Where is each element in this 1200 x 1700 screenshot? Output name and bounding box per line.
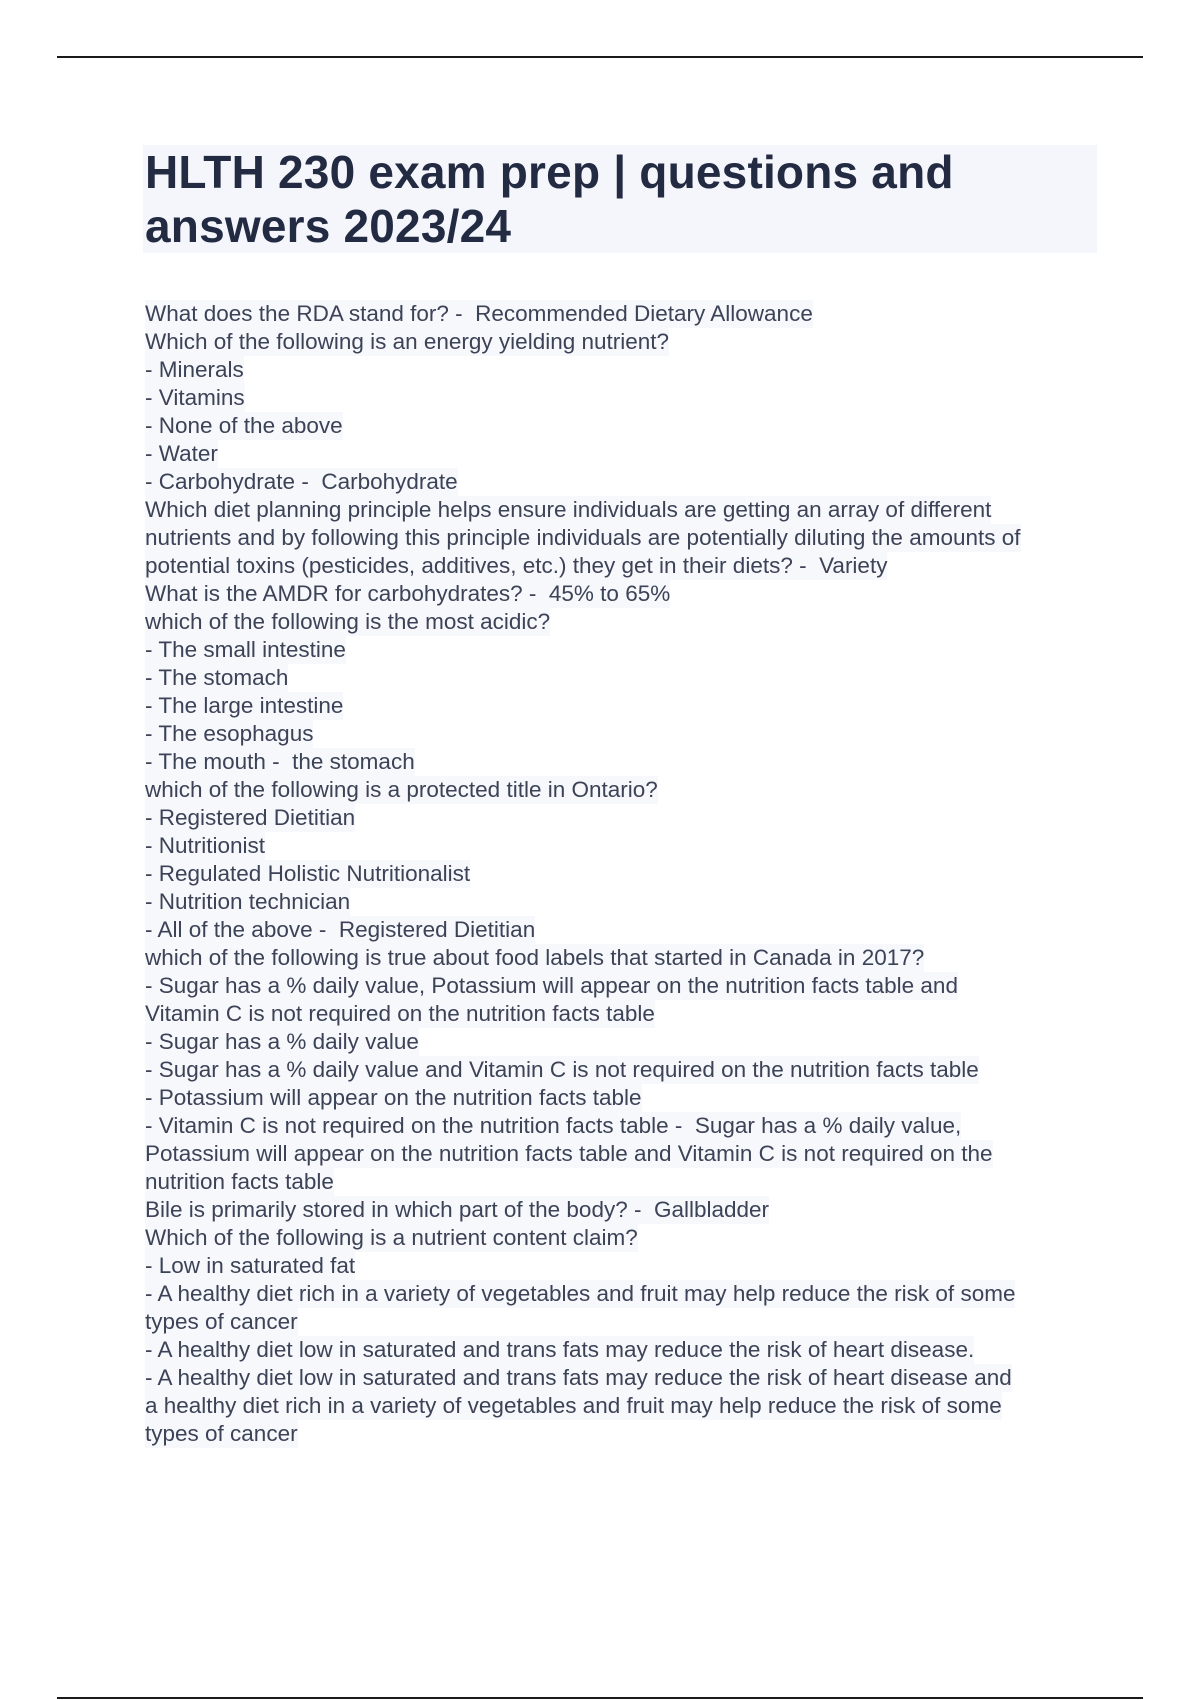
text-line: which of the following is a protected title in Ontario?: [145, 777, 658, 802]
text-line: - Regulated Holistic Nutritionalist: [145, 861, 471, 886]
text-line: which of the following is the most acidic?: [145, 609, 551, 634]
qa-content: [145, 300, 1095, 1448]
text-line: - All of the above - Registered Dietitian: [145, 917, 536, 942]
text-line: - Carbohydrate - Carbohydrate: [145, 469, 458, 494]
text-line: - Sugar has a % daily value, Potassium will appear on the nutrition facts table and: [145, 973, 958, 998]
text-line: - A healthy diet low in saturated and trans fats may reduce the risk of heart disease and: [145, 1365, 1012, 1390]
text-line: potential toxins (pesticides, additives, etc.) they get in their diets? - Variety: [145, 553, 888, 578]
text-line: - Vitamins: [145, 385, 245, 410]
page-title: HLTH 230 exam prep | questions and answers 2023/24: [145, 146, 954, 252]
text-line: types of cancer: [145, 1309, 298, 1334]
text-line: - Potassium will appear on the nutrition facts table: [145, 1085, 642, 1110]
bottom-divider: [57, 1697, 1143, 1699]
text-line: - A healthy diet rich in a variety of vegetables and fruit may help reduce the risk of some: [145, 1281, 1016, 1306]
text-line: Which diet planning principle helps ensure individuals are getting an array of different: [145, 497, 992, 522]
text-line: What does the RDA stand for? - Recommended Dietary Allowance: [145, 301, 813, 326]
text-line: - Sugar has a % daily value: [145, 1029, 419, 1054]
text-line: a healthy diet rich in a variety of vegetables and fruit may help reduce the risk of some: [145, 1393, 1002, 1418]
text-line: - Nutritionist: [145, 833, 266, 858]
text-line: What is the AMDR for carbohydrates? - 45% to 65%: [145, 581, 671, 606]
text-line: Bile is primarily stored in which part of the body? - Gallbladder: [145, 1197, 770, 1222]
text-line: - Water: [145, 441, 218, 466]
text-line: Which of the following is a nutrient content claim?: [145, 1225, 638, 1250]
text-line: types of cancer: [145, 1421, 298, 1446]
text-line: Potassium will appear on the nutrition facts table and Vitamin C is not required on the: [145, 1141, 993, 1166]
text-line: - None of the above: [145, 413, 343, 438]
text-line: - Sugar has a % daily value and Vitamin C is not required on the nutrition facts table: [145, 1057, 979, 1082]
text-line: - The mouth - the stomach: [145, 749, 415, 774]
text-line: - Nutrition technician: [145, 889, 351, 914]
text-line: - Low in saturated fat: [145, 1253, 356, 1278]
text-line: - The small intestine: [145, 637, 346, 662]
text-line: - Vitamin C is not required on the nutrition facts table - Sugar has a % daily value,: [145, 1113, 962, 1138]
text-line: - Registered Dietitian: [145, 805, 356, 830]
text-line: Vitamin C is not required on the nutrition facts table: [145, 1001, 655, 1026]
text-line: - The esophagus: [145, 721, 314, 746]
text-line: - The stomach: [145, 665, 289, 690]
title-block: [143, 145, 1097, 253]
text-line: Which of the following is an energy yielding nutrient?: [145, 329, 670, 354]
text-line: which of the following is true about food labels that started in Canada in 2017?: [145, 945, 925, 970]
top-divider: [57, 56, 1143, 58]
text-line: nutrition facts table: [145, 1169, 334, 1194]
text-line: - A healthy diet low in saturated and trans fats may reduce the risk of heart disease.: [145, 1337, 975, 1362]
text-line: - Minerals: [145, 357, 244, 382]
text-line: nutrients and by following this principle individuals are potentially diluting the amounts of: [145, 525, 1021, 550]
text-line: - The large intestine: [145, 693, 344, 718]
